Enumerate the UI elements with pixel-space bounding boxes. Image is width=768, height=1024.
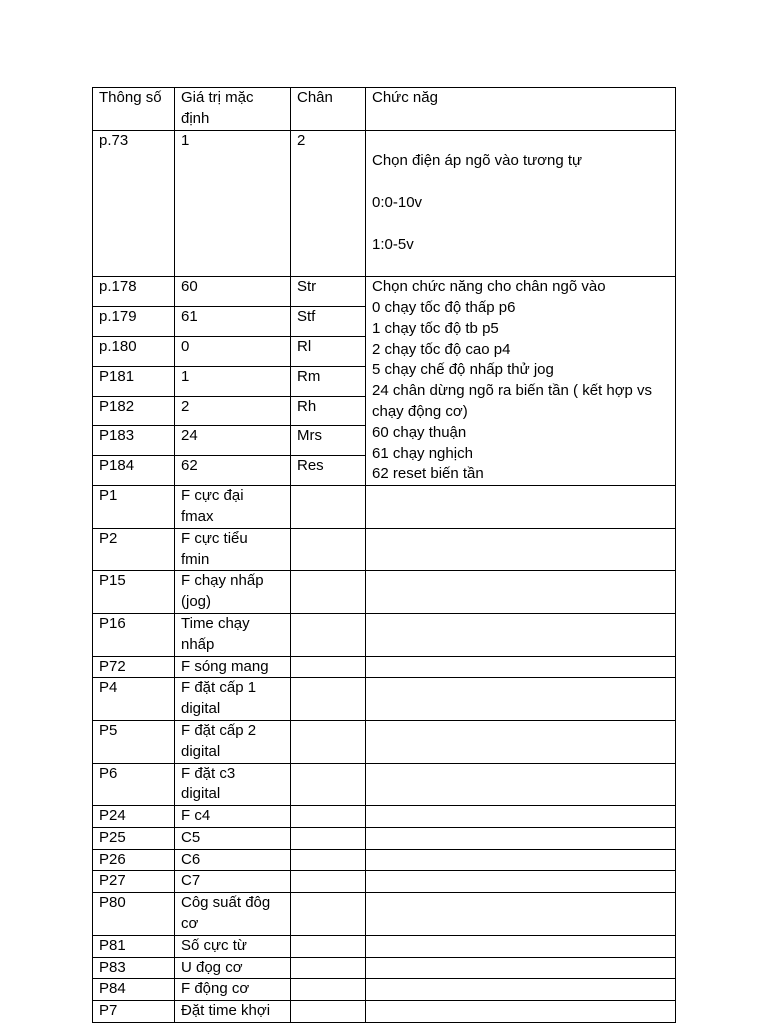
pin-cell (291, 979, 366, 1001)
value-cell: Côg suất đôg cơ (175, 893, 291, 936)
header-cell-param: Thông số (93, 88, 175, 131)
function-line: Chọn điện áp ngõ vào tương tự (372, 152, 583, 170)
value-cell: C6 (175, 849, 291, 871)
function-cell (366, 720, 676, 763)
table-row (93, 935, 676, 957)
param-cell: P4 (93, 678, 175, 721)
value-cell: F cực tiểu fmin (175, 528, 291, 571)
pin-cell (291, 935, 366, 957)
param-cell: P83 (93, 957, 175, 979)
table-row (93, 277, 676, 307)
param-cell: P80 (93, 893, 175, 936)
param-cell: P2 (93, 528, 175, 571)
param-cell: p.73 (93, 130, 175, 277)
param-cell: p.180 (93, 336, 175, 366)
function-line: 61 chạy nghịch (372, 444, 473, 462)
header-cell-pin: Chân (291, 88, 366, 131)
table-row (93, 720, 676, 763)
pin-cell: Str (291, 277, 366, 307)
table-row (93, 528, 676, 571)
value-cell: Đặt time khợi (175, 1001, 291, 1023)
param-cell: P81 (93, 935, 175, 957)
pin-cell (291, 571, 366, 614)
param-cell: P26 (93, 849, 175, 871)
function-cell (366, 957, 676, 979)
function-cell (366, 893, 676, 936)
function-line: Chọn chức năng cho chân ngõ vào (372, 278, 606, 296)
pin-cell: Rl (291, 336, 366, 366)
pin-cell (291, 486, 366, 529)
param-cell: p.178 (93, 277, 175, 307)
value-cell: Số cực từ (175, 935, 291, 957)
function-cell (366, 656, 676, 678)
parameter-table (92, 87, 676, 1023)
function-line: 5 chạy chế độ nhấp thử jog (372, 361, 554, 379)
param-cell: P16 (93, 613, 175, 656)
pin-cell: Rm (291, 366, 366, 396)
table-row (93, 849, 676, 871)
table-row (93, 613, 676, 656)
function-cell (366, 678, 676, 721)
param-cell: P182 (93, 396, 175, 426)
function-line: 24 chân dừng ngõ ra biến tần ( kết hợp vs chạy động cơ) (372, 382, 653, 420)
table-row (93, 806, 676, 828)
value-cell: F cực đại fmax (175, 486, 291, 529)
param-cell: P6 (93, 763, 175, 806)
value-cell: F đặt cấp 1 digital (175, 678, 291, 721)
table-row (93, 763, 676, 806)
function-cell (366, 871, 676, 893)
header-cell-function: Chức năg (366, 88, 676, 131)
function-cell (366, 277, 676, 486)
table-row (93, 979, 676, 1001)
param-cell: p.179 (93, 307, 175, 337)
value-cell: 0 (175, 336, 291, 366)
pin-cell (291, 613, 366, 656)
value-cell: 61 (175, 307, 291, 337)
param-cell: P184 (93, 456, 175, 486)
param-cell: P72 (93, 656, 175, 678)
param-cell: P5 (93, 720, 175, 763)
param-cell: P7 (93, 1001, 175, 1023)
param-cell: P1 (93, 486, 175, 529)
param-cell: P25 (93, 827, 175, 849)
function-cell (366, 979, 676, 1001)
value-cell: 60 (175, 277, 291, 307)
function-cell (366, 806, 676, 828)
function-cell (366, 827, 676, 849)
table-row (93, 957, 676, 979)
value-cell: 2 (175, 396, 291, 426)
function-cell (366, 528, 676, 571)
param-cell: P84 (93, 979, 175, 1001)
pin-cell (291, 849, 366, 871)
value-cell: F chạy nhấp (jog) (175, 571, 291, 614)
function-cell (366, 1001, 676, 1023)
value-cell: F đặt c3 digital (175, 763, 291, 806)
value-cell: C7 (175, 871, 291, 893)
header-row (93, 88, 676, 131)
function-cell (366, 571, 676, 614)
value-cell: U đọg cơ (175, 957, 291, 979)
pin-cell: 2 (291, 130, 366, 277)
pin-cell: Res (291, 456, 366, 486)
value-cell: F sóng mang (175, 656, 291, 678)
value-cell: F đặt cấp 2 digital (175, 720, 291, 763)
pin-cell (291, 893, 366, 936)
table-row (93, 486, 676, 529)
function-cell (366, 486, 676, 529)
pin-cell (291, 678, 366, 721)
param-cell: P24 (93, 806, 175, 828)
pin-cell (291, 871, 366, 893)
value-cell: 1 (175, 130, 291, 277)
table-row (93, 130, 676, 277)
pin-cell (291, 827, 366, 849)
pin-cell (291, 720, 366, 763)
function-cell (366, 935, 676, 957)
table-row (93, 571, 676, 614)
function-line: 2 chạy tốc độ cao p4 (372, 340, 511, 358)
function-line: 1 chạy tốc độ tb p5 (372, 319, 499, 337)
function-line: 62 reset biến tần (372, 465, 484, 483)
value-cell: C5 (175, 827, 291, 849)
table-row (93, 827, 676, 849)
pin-cell: Stf (291, 307, 366, 337)
value-cell: F động cơ (175, 979, 291, 1001)
param-cell: P15 (93, 571, 175, 614)
value-cell: F c4 (175, 806, 291, 828)
pin-cell (291, 763, 366, 806)
value-cell: 62 (175, 456, 291, 486)
pin-cell: Rh (291, 396, 366, 426)
function-cell (366, 613, 676, 656)
param-cell: P27 (93, 871, 175, 893)
function-cell (366, 849, 676, 871)
pin-cell (291, 957, 366, 979)
pin-cell (291, 806, 366, 828)
pin-cell (291, 656, 366, 678)
param-cell: P181 (93, 366, 175, 396)
function-line: 0:0-10v (372, 193, 423, 211)
table-row (93, 1001, 676, 1023)
table-row (93, 893, 676, 936)
table-body (93, 88, 676, 1023)
value-cell: Time chạy nhấp (175, 613, 291, 656)
function-cell (366, 130, 676, 277)
table-row (93, 656, 676, 678)
header-cell-default-value: Giá trị mặc định (175, 88, 291, 131)
function-cell (366, 763, 676, 806)
pin-cell (291, 528, 366, 571)
function-line: 1:0-5v (372, 235, 414, 253)
value-cell: 24 (175, 426, 291, 456)
value-cell: 1 (175, 366, 291, 396)
pin-cell (291, 1001, 366, 1023)
function-line: 0 chạy tốc độ thấp p6 (372, 298, 516, 316)
table-row (93, 871, 676, 893)
param-cell: P183 (93, 426, 175, 456)
pin-cell: Mrs (291, 426, 366, 456)
function-line: 60 chạy thuận (372, 423, 467, 441)
table-row (93, 678, 676, 721)
